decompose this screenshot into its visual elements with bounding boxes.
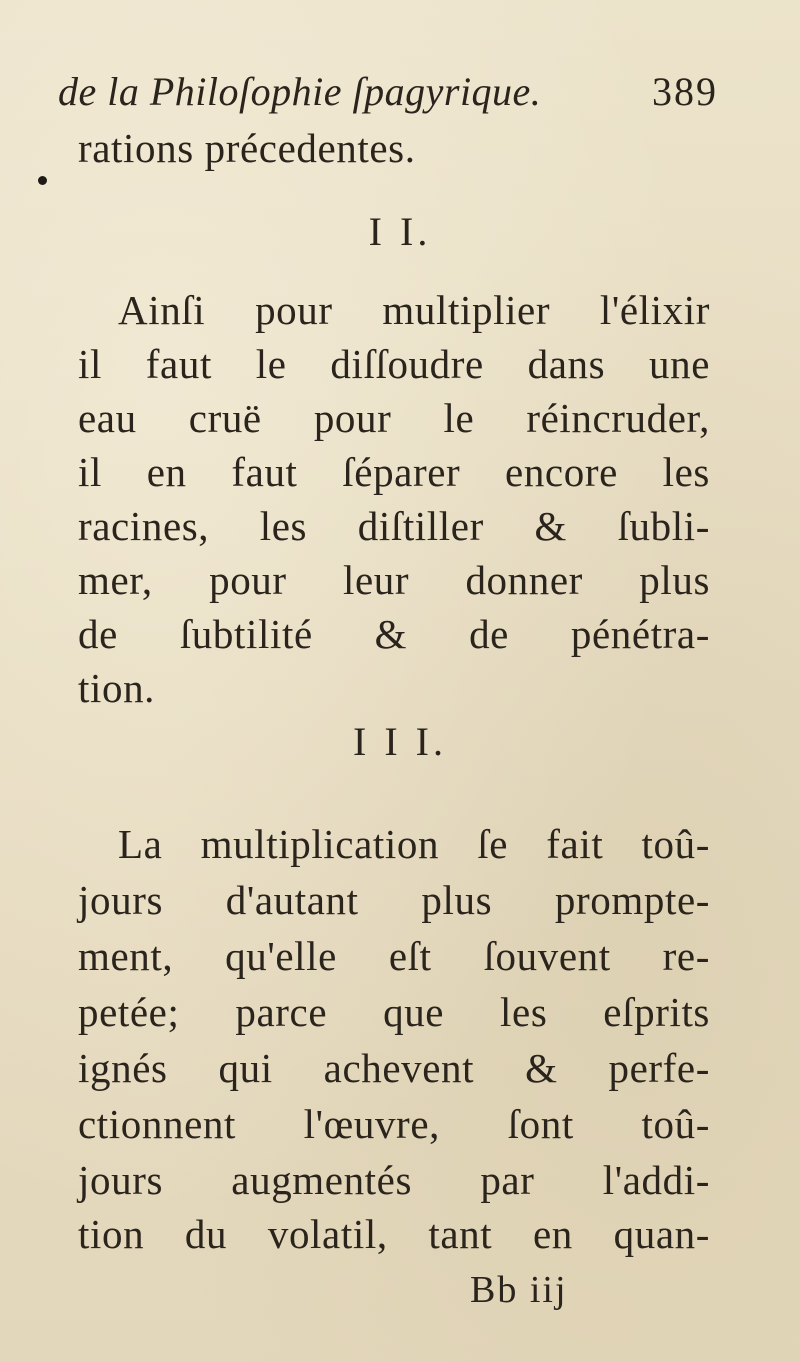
running-title: de la Philoſophie ſpagyrique. [58,69,542,114]
signature-mark: Bb iij [470,1269,568,1311]
paragraph-line: La multiplication ſe fait toû- [118,821,710,867]
paragraph-line: jours d'autant plus prompte- [78,877,710,923]
paragraph-line: de ſubtilité & de pénétra- [78,611,710,657]
paragraph-line: ctionnent l'œuvre, ſont toû- [78,1101,710,1147]
page-number: 389 [652,69,718,114]
paragraph-line: tion du volatil, tant en quan- [78,1211,710,1257]
section-number-2: I I. [368,209,432,254]
running-head [58,68,718,118]
ink-dot [38,176,47,185]
paragraph-line: tion. [78,665,156,711]
paragraph-line: petée; parce que les eſprits [78,989,710,1035]
paragraph-line: il en faut ſéparer encore les [78,449,710,495]
paragraph-line: racines, les diſtiller & ſubli- [78,503,710,549]
paragraph-line: Ainſi pour multiplier l'élixir [118,287,710,333]
paragraph-line: il faut le diſſoudre dans une [78,341,710,387]
paragraph-line: ment, qu'elle eſt ſouvent re- [78,933,710,979]
paragraph-line: ignés qui achevent & perfe- [78,1045,710,1091]
paragraph-line: mer, pour leur donner plus [78,557,710,603]
section-number-3: I I I. [353,719,447,764]
paragraph-line: eau cruë pour le réincruder, [78,395,710,441]
intro-line: rations précedentes. [78,125,416,171]
paragraph-line: jours augmentés par l'addi- [78,1157,710,1203]
